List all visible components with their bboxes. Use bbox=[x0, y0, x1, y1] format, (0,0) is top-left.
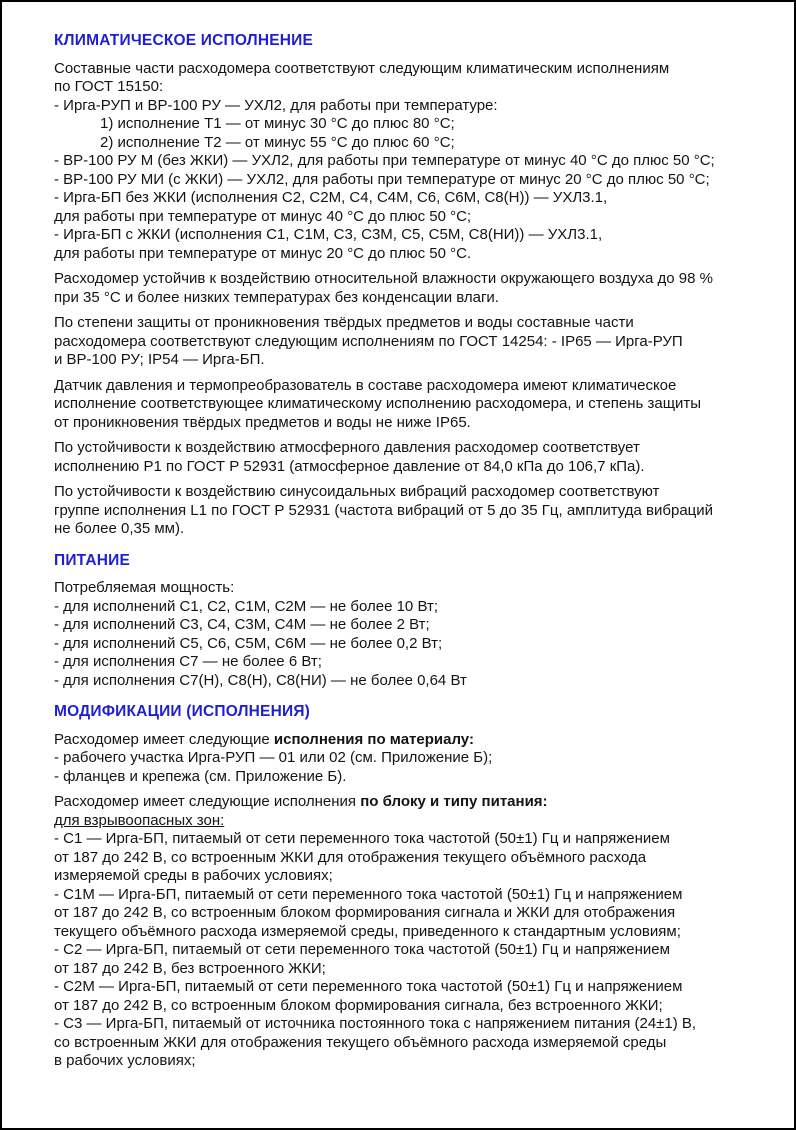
text-line bbox=[54, 960, 770, 979]
text-line bbox=[54, 904, 770, 923]
text-segment: в рабочих условиях; bbox=[54, 1052, 196, 1069]
text-line bbox=[54, 502, 770, 521]
text-segment: исполнение соответствующее климатическому исполнению расходомера, и степень защиты bbox=[54, 395, 702, 412]
text-segment: от 187 до 242 В, со встроенным блоком формирования сигнала, без встроенного ЖКИ; bbox=[54, 996, 663, 1014]
text-segment: от 187 до 242 В, со встроенным ЖКИ для отображения текущего объёмного расхода bbox=[54, 848, 647, 866]
text-segment: текущего объёмного расхода измеряемой среды, приведенного к стандартным условиям; bbox=[54, 922, 681, 940]
text-line bbox=[54, 731, 770, 750]
text-segment: от 187 до 242 В, без встроенного ЖКИ; bbox=[54, 959, 326, 977]
text-line bbox=[54, 672, 770, 691]
text-line bbox=[54, 270, 770, 289]
text-line bbox=[54, 598, 770, 617]
text-segment: Расходомер имеет следующие исполнения bbox=[54, 793, 361, 810]
text-line bbox=[54, 635, 770, 654]
text-line bbox=[54, 579, 770, 598]
text-line bbox=[54, 768, 770, 787]
text-segment: По устойчивости к воздействию атмосферного давления расходомер соответствует bbox=[54, 439, 640, 456]
text-line bbox=[54, 997, 770, 1016]
text-segment: и ВР-100 РУ; IP54 — Ирга-БП. bbox=[54, 351, 265, 368]
text-segment: - С2 — Ирга-БП, питаемый от сети переменного тока частотой (50±1) Гц и напряжением bbox=[54, 941, 670, 958]
paragraph bbox=[54, 377, 770, 433]
text-line bbox=[54, 458, 770, 477]
text-line bbox=[54, 97, 770, 116]
text-segment: - Ирга-БП с ЖКИ (исполнения С1, С1М, С3, С3М, С5, С5М, С8(НИ)) — УХЛ3.1, bbox=[54, 226, 603, 243]
paragraph bbox=[54, 439, 770, 476]
text-segment: от проникновения твёрдых предметов и воды не ниже IP65. bbox=[54, 413, 471, 431]
text-line bbox=[54, 351, 770, 370]
text-segment: По устойчивости к воздействию синусоидальных вибраций расходомер соответствуют bbox=[54, 483, 660, 500]
text-segment: для взрывоопасных зон: bbox=[54, 811, 225, 829]
text-line bbox=[54, 849, 770, 868]
text-line bbox=[54, 395, 770, 414]
text-segment: по ГОСТ 15150: bbox=[54, 78, 164, 95]
text-segment: - для исполнения С7 — не более 6 Вт; bbox=[54, 653, 322, 670]
text-line bbox=[54, 483, 770, 502]
text-line bbox=[54, 245, 770, 264]
text-segment: - рабочего участка Ирга-РУП — 01 или 02 (см. Приложение Б); bbox=[54, 749, 493, 766]
text-segment: Расходомер устойчив к воздействию относительной влажности окружающего воздуха до 98 % bbox=[54, 270, 713, 287]
text-segment: : bbox=[468, 730, 474, 748]
text-segment: 1) исполнение Т1 — от минус 30 °С до плюс 80 °С; bbox=[100, 115, 455, 132]
text-line bbox=[54, 171, 770, 190]
text-segment: 2) исполнение Т2 — от минус 55 °С до плюс 60 °С; bbox=[100, 133, 455, 151]
text-segment: : bbox=[542, 793, 548, 810]
text-line bbox=[54, 60, 770, 79]
text-segment: - С1М — Ирга-БП, питаемый от сети переменного тока частотой (50±1) Гц и напряжением bbox=[54, 885, 683, 903]
text-segment: - С3 — Ирга-БП, питаемый от источника постоянного тока с напряжением питания (24±1) В, bbox=[54, 1015, 697, 1032]
text-line bbox=[54, 439, 770, 458]
text-segment: от 187 до 242 В, со встроенным блоком формирования сигнала и ЖКИ для отображения bbox=[54, 904, 676, 921]
text-line bbox=[54, 830, 770, 849]
paragraph bbox=[54, 270, 770, 307]
text-line bbox=[54, 1034, 770, 1053]
text-segment: - Ирга-БП без ЖКИ (исполнения С2, С2М, С4, С4М, С6, С6М, С8(Н)) — УХЛ3.1, bbox=[54, 189, 608, 206]
text-segment: - Ирга-РУП и ВР-100 РУ — УХЛ2, для работы при температуре: bbox=[54, 96, 498, 114]
section-heading: КЛИМАТИЧЕСКОЕ ИСПОЛНЕНИЕ bbox=[54, 32, 314, 49]
text-segment: для работы при температуре от минус 40 °С до плюс 50 °С; bbox=[54, 207, 472, 225]
text-segment: - фланцев и крепежа (см. Приложение Б). bbox=[54, 767, 347, 785]
text-segment: - ВР-100 РУ М (без ЖКИ) — УХЛ2, для работы при температуре от минус 40 °С до плюс 50 °С; bbox=[54, 152, 715, 169]
text-segment: Потребляемая мощность: bbox=[54, 579, 235, 596]
text-line bbox=[54, 520, 770, 539]
text-line bbox=[54, 867, 770, 886]
text-segment: - С2М — Ирга-БП, питаемый от сети переменного тока частотой (50±1) Гц и напряжением bbox=[54, 978, 683, 995]
text-line bbox=[54, 314, 770, 333]
text-segment: - ВР-100 РУ МИ (с ЖКИ) — УХЛ2, для работы при температуре от минус 20 °С до плюс 50 °С; bbox=[54, 170, 710, 188]
text-line bbox=[54, 886, 770, 905]
text-line bbox=[54, 226, 770, 245]
paragraph bbox=[54, 60, 770, 264]
text-line bbox=[54, 377, 770, 396]
text-line bbox=[54, 189, 770, 208]
text-line bbox=[54, 333, 770, 352]
paragraph bbox=[54, 731, 770, 787]
section-heading: МОДИФИКАЦИИ (ИСПОЛНЕНИЯ) bbox=[54, 703, 311, 720]
text-line bbox=[54, 616, 770, 635]
text-segment: не более 0,35 мм). bbox=[54, 520, 185, 537]
text-line bbox=[54, 1052, 770, 1071]
text-segment: для работы при температуре от минус 20 °С до плюс 50 °С. bbox=[54, 244, 472, 262]
text-segment: измеряемой среды в рабочих условиях; bbox=[54, 867, 333, 884]
text-line bbox=[54, 1015, 770, 1034]
text-segment: исполнению Р1 по ГОСТ Р 52931 (атмосферное давление от 84,0 кПа до 106,7 кПа). bbox=[54, 457, 645, 475]
text-segment: по блоку и типу питания bbox=[360, 793, 543, 810]
text-line bbox=[54, 289, 770, 308]
document-content bbox=[2, 2, 794, 1071]
text-segment: - для исполнений С5, С6, С5М, С6М — не более 0,2 Вт; bbox=[54, 634, 443, 652]
text-segment: при 35 °С и более низких температурах без конденсации влаги. bbox=[54, 288, 499, 306]
text-segment: со встроенным ЖКИ для отображения текущего объёмного расхода измеряемой среды bbox=[54, 1033, 667, 1051]
text-line bbox=[54, 793, 770, 812]
text-segment: - для исполнений С1, С2, С1М, С2М — не более 10 Вт; bbox=[54, 597, 438, 615]
paragraph bbox=[54, 579, 770, 690]
text-segment: Расходомер имеет следующие bbox=[54, 730, 274, 748]
text-line bbox=[54, 208, 770, 227]
text-line bbox=[54, 978, 770, 997]
text-segment: исполнения по материалу bbox=[273, 730, 469, 748]
text-line bbox=[54, 152, 770, 171]
text-segment: группе исполнения L1 по ГОСТ Р 52931 (частота вибраций от 5 до 35 Гц, амплитуда вибраций bbox=[54, 501, 714, 519]
text-line bbox=[54, 78, 770, 97]
text-segment: - для исполнения С7(Н), С8(Н), С8(НИ) — не более 0,64 Вт bbox=[54, 671, 467, 689]
text-segment: - С1 — Ирга-БП, питаемый от сети переменного тока частотой (50±1) Гц и напряжением bbox=[54, 830, 670, 847]
text-segment: - для исполнений С3, С4, С3М, С4М — не более 2 Вт; bbox=[54, 616, 430, 633]
text-line bbox=[54, 812, 770, 831]
text-line bbox=[54, 134, 770, 153]
text-segment: Составные части расходомера соответствуют следующим климатическим исполнениям bbox=[54, 59, 670, 77]
section-heading: ПИТАНИЕ bbox=[54, 551, 131, 569]
text-line bbox=[54, 923, 770, 942]
text-line bbox=[54, 941, 770, 960]
text-segment: Датчик давления и термопреобразователь в составе расходомера имеют климатическое bbox=[54, 376, 677, 394]
paragraph bbox=[54, 483, 770, 539]
text-segment: расходомера соответствуют следующим исполнениям по ГОСТ 14254: - IP65 — Ирга-РУП bbox=[54, 332, 683, 350]
text-line bbox=[54, 115, 770, 134]
paragraph bbox=[54, 314, 770, 370]
paragraph bbox=[54, 793, 770, 1071]
text-line bbox=[54, 749, 770, 768]
text-line bbox=[54, 653, 770, 672]
text-segment: По степени защиты от проникновения твёрдых предметов и воды составные части bbox=[54, 314, 634, 331]
text-line bbox=[54, 414, 770, 433]
